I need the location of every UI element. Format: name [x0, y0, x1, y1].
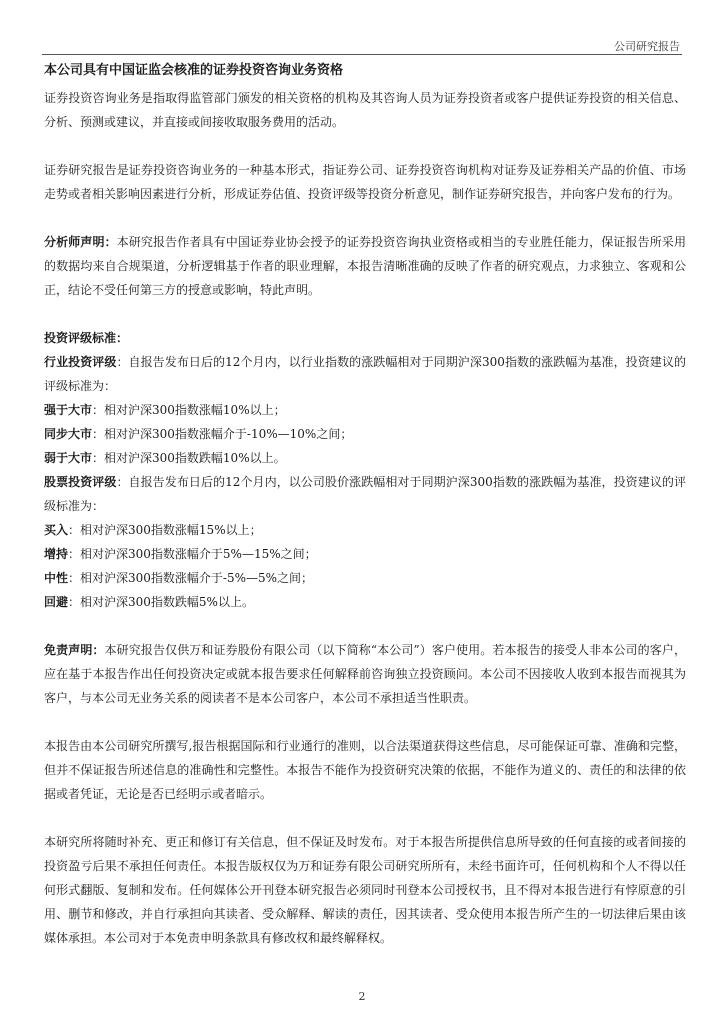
rating-item-label: 回避	[44, 595, 69, 609]
intro-paragraph-1: 证券投资咨询业务是指取得监管部门颁发的相关资格的机构及其咨询人员为证券投资者或客户提供证券投资的相关信息、分析、预测或建议，并直接或间接收取服务费用的活动。	[44, 91, 686, 129]
disclaimer-label: 免责声明：	[44, 643, 105, 657]
rating-item	[44, 518, 686, 542]
analyst-statement-label: 分析师声明：	[44, 235, 117, 249]
rating-item	[44, 590, 686, 614]
page-number: 2	[358, 990, 366, 1003]
header-divider	[42, 54, 682, 55]
rating-item-text: ：相对沪深300指数涨幅介于-5%—5%之间；	[68, 571, 314, 585]
rating-item-label: 同步大市	[44, 427, 93, 441]
rating-item-label: 弱于大市	[44, 451, 93, 465]
rating-item-label: 中性	[44, 571, 69, 585]
rating-standard-title: 投资评级标准：	[44, 331, 129, 345]
rating-item-text: ：相对沪深300指数涨幅介于5%—15%之间；	[68, 547, 317, 561]
section-heading: 本公司具有中国证监会核准的证券投资咨询业务资格	[44, 63, 344, 78]
rating-item-label: 买入	[44, 523, 69, 537]
rating-item-text: ：相对沪深300指数涨幅10%以上；	[92, 403, 286, 417]
analyst-statement-text: 本研究报告作者具有中国证券业协会授予的证券投资咨询执业资格或相当的专业胜任能力，保证报告所采用的数据均来自合规渠道，分析逻辑基于作者的职业理解，本报告清晰准确的反映了作者的研究观点，力求独立、客观和公正，结论不受任何第三方的授意或影响，特此声明。	[44, 235, 686, 297]
rating-item	[44, 422, 686, 446]
rating-item-text: ：相对沪深300指数涨幅15%以上；	[68, 523, 262, 537]
rating-item-text: ：相对沪深300指数跌幅10%以上。	[92, 451, 286, 465]
stock-rating-label: 股票投资评级	[44, 475, 117, 489]
rating-item-text: ：相对沪深300指数跌幅5%以上。	[68, 595, 254, 609]
rating-item	[44, 566, 686, 590]
rating-item	[44, 542, 686, 566]
document-body	[44, 60, 686, 950]
page-header-title: 公司研究报告	[614, 40, 680, 53]
disclaimer-paragraph-2: 本报告由本公司研究所撰写,报告根据国际和行业通行的准则，以合法渠道获得这些信息，尽可能保证可靠、准确和完整，但并不保证报告所述信息的准确性和完整性。本报告不能作为投资研究决策的依据，不能作为道义的、责任的和法律的依据或者凭证，无论是否已经明示或者暗示。	[44, 739, 686, 801]
rating-item-label: 强于大市	[44, 403, 93, 417]
intro-paragraph-2: 证券研究报告是证券投资咨询业务的一种基本形式，指证券公司、证券投资咨询机构对证券及证券相关产品的价值、市场走势或者相关影响因素进行分析，形成证券估值、投资评级等投资分析意见，制作证券研究报告，并向客户发布的行为。	[44, 163, 686, 201]
analyst-statement	[44, 230, 686, 302]
rating-item	[44, 398, 686, 422]
disclaimer-text: 本研究报告仅供万和证券股份有限公司（以下简称“本公司”）客户使用。若本报告的接受人非本公司的客户，应在基于本报告作出任何投资决定或就本报告要求任何解释前咨询独立投资顾问。本公司不因接收人收到本报告而视其为客户，与本公司无业务关系的阅读者不是本公司客户，本公司不承担适当性职责。	[44, 643, 686, 705]
industry-rating-label: 行业投资评级	[44, 355, 117, 369]
stock-rating-text: ：自报告发布日后的12个月内，以公司股价涨跌幅相对于同期沪深300指数的涨跌幅为基准，投资建议的评级标准为：	[44, 475, 686, 513]
stock-rating	[44, 470, 686, 518]
industry-rating-text: ：自报告发布日后的12个月内，以行业指数的涨跌幅相对于同期沪深300指数的涨跌幅为基准，投资建议的评级标准为：	[44, 355, 686, 393]
rating-item-text: ：相对沪深300指数涨幅介于-10%—10%之间；	[92, 427, 353, 441]
rating-item	[44, 446, 686, 470]
industry-rating	[44, 350, 686, 398]
rating-item-label: 增持	[44, 547, 69, 561]
disclaimer-paragraph-1	[44, 638, 686, 710]
disclaimer-paragraph-3: 本研究所将随时补充、更正和修订有关信息，但不保证及时发布。对于本报告所提供信息所导致的任何直接的或者间接的投资盈亏后果不承担任何责任。本报告版权仅为万和证券有限公司研究所所有，未经书面许可，任何机构和个人不得以任何形式翻版、复制和发布。任何媒体公开刊登本研究报告必须同时刊登本公司授权书，且不得对本报告进行有悖原意的引用、删节和修改，并自行承担向其读者、受众解释、解读的责任，因其读者、受众使用本报告所产生的一切法律后果由该媒体承担。本公司对于本免责申明条款具有修改权和最终解释权。	[44, 835, 686, 945]
